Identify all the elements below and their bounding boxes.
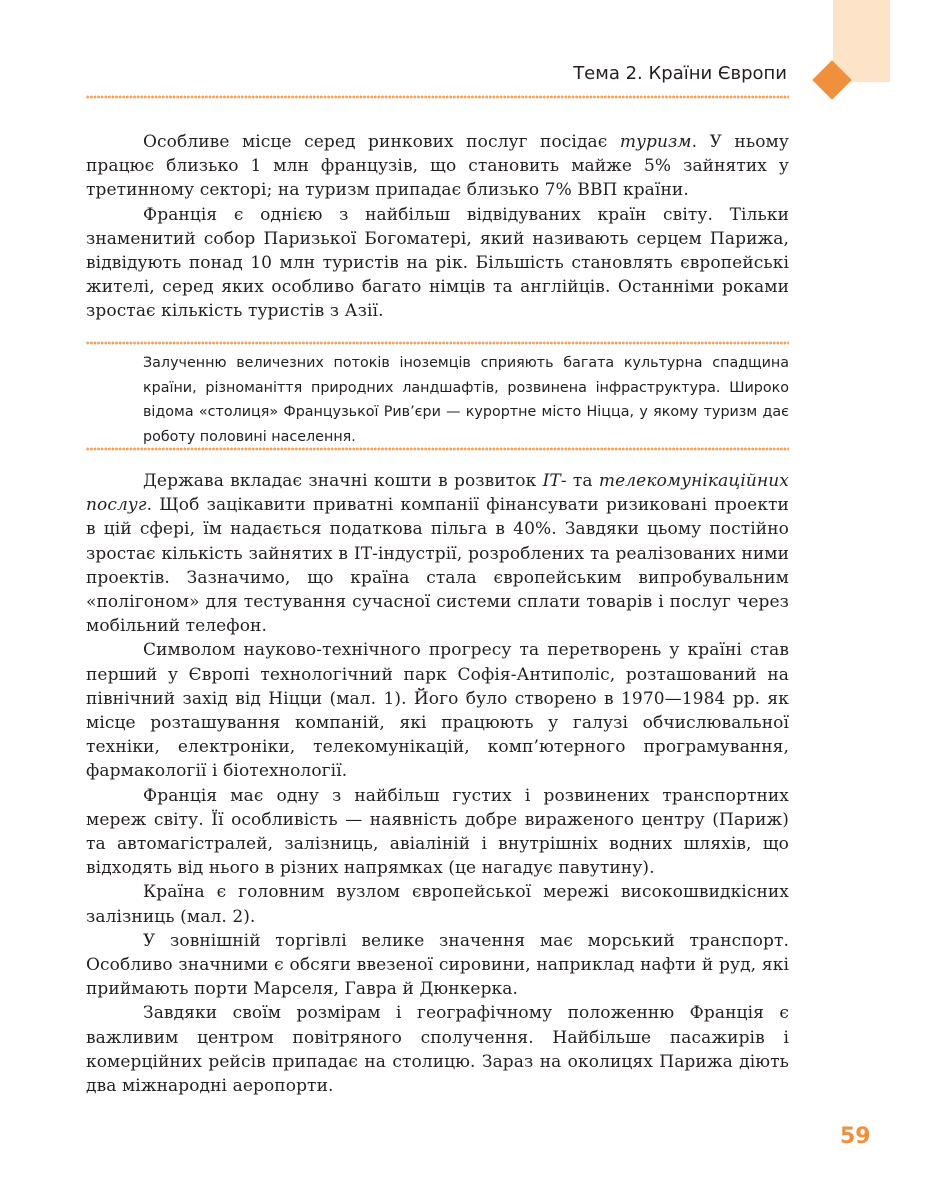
note-box xyxy=(143,351,789,449)
paragraph: Особливе місце серед ринкових послуг посідає туризм. У ньому працює близько 1 млн французів, що становить майже 5% зайнятих у третинному секторі; на туризм припадає близько 7% ВВП країни. xyxy=(86,132,789,201)
paragraph: Держава вкладає значні кошти в розвиток ІТ- та телекомунікаційних послуг. Щоб зацікавити приватні компанії фінансувати ризиковані проекти в цій сфері, їм надається податкова пільга в 40%. Завдяки цьому постійно зростає кількість зайнятих в ІТ-індустрії, розроблених та реалізованих ними проектів. Зазначимо, що країна стала європейським випробувальним «полігоном» для тестування сучасної системи сплати товарів і послуг через мобільний телефон. xyxy=(86,471,789,637)
note-text: Залученню величезних потоків іноземців сприяють багата культурна спадщина країни, різноманіття природних ландшафтів, розвинена інфраструктура. Широко відома «столиця» Французької Рив’єри — курортне місто Ніцца, у якому туризм дає роботу половині населення. xyxy=(143,355,789,445)
paragraph: Символом науково-технічного прогресу та перетворень у країні став перший у Європі технологічний парк Софія-Антиполіс, розташований на північний захід від Ніцци (мал. 1). Його було створено в 1970—1984 рр. як місце розташування компаній, які працюють у галузі обчислювальної техніки, електроніки, телекомунікацій, комп’ютерного програмування, фармакології і біотехнології. xyxy=(86,640,789,782)
note-top-divider xyxy=(86,340,789,346)
paragraph: Франція є однією з найбільш відвідуваних країн світу. Тільки знаменитий собор Паризької Богоматері, який називають серцем Парижа, відвідують понад 10 млн туристів на рік. Більшість становлять європейські жителі, серед яких особливо багато німців та англійців. Останніми роками зростає кількість туристів з Азії. xyxy=(86,204,789,322)
paragraph: У зовнішній торгівлі велике значення має морський транспорт. Особливо значними є обсяги ввезеної сировини, наприклад нафти й руд, які приймають порти Марселя, Гавра й Дюнкерка. xyxy=(86,930,789,1000)
main-section xyxy=(86,469,789,1098)
intro-section xyxy=(86,130,789,324)
page-number: 59 xyxy=(840,1124,871,1149)
header-divider xyxy=(86,94,789,100)
chapter-header: Тема 2. Країни Європи xyxy=(573,63,787,84)
paragraph: Франція має одну з найбільш густих і розвинених транспортних мереж світу. Її особливість — наявність добре вираженого центру (Париж) та автомагістралей, залізниць, авіаліній і внутрішніх водних шляхів, що відходять від нього в різних напрямках (це нагадує павутину). xyxy=(86,785,789,879)
paragraph: Завдяки своїм розмірам і географічному положенню Франція є важливим центром повітряного сполучення. Найбільше пасажирів і комерційних рейсів припадає на столицю. Зараз на околицях Парижа діють два міжнародні аеропорти. xyxy=(86,1003,789,1097)
paragraph: Країна є головним вузлом європейської мережі високошвидкісних залізниць (мал. 2). xyxy=(86,882,789,927)
note-bottom-divider xyxy=(86,446,789,452)
